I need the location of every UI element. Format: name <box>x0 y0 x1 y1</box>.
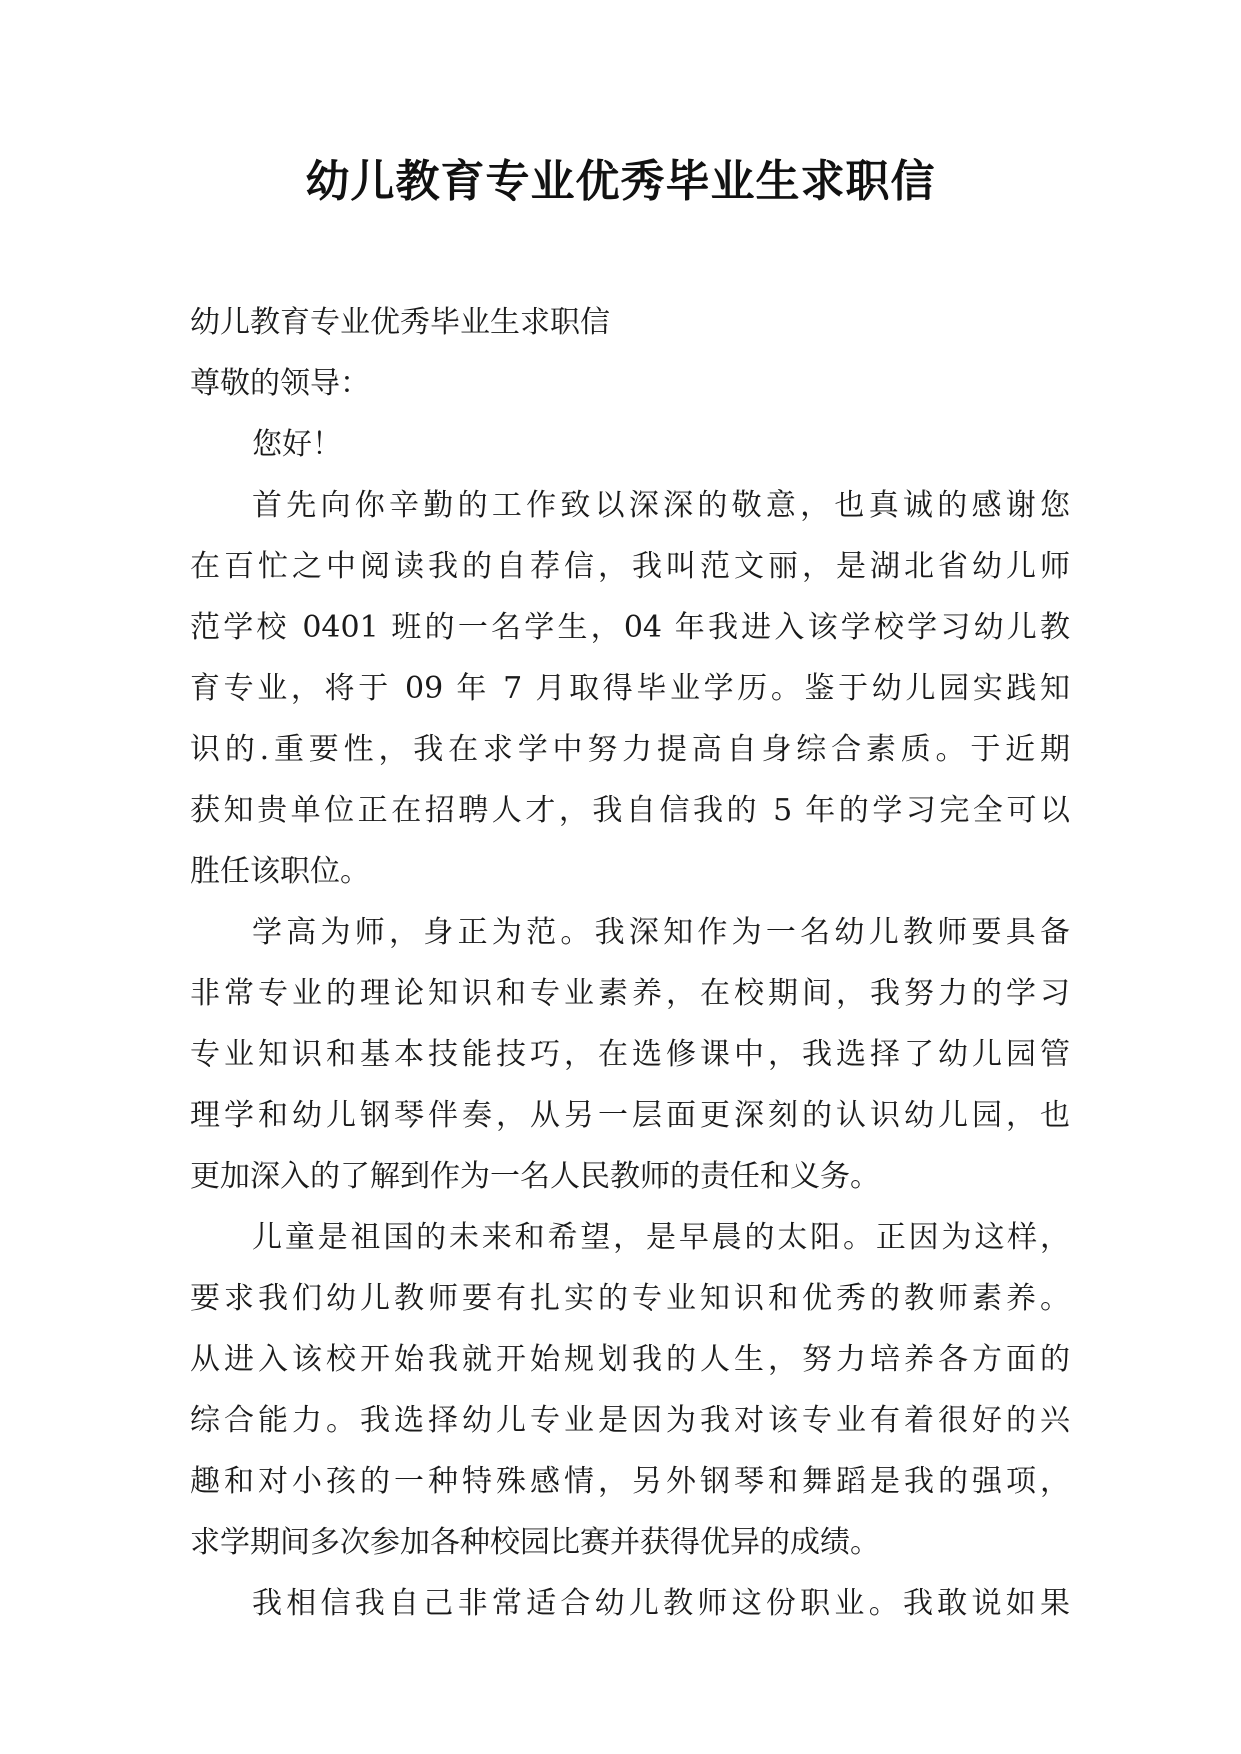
letter-body <box>190 292 1070 1634</box>
paragraph-line: 育专业，将于 09 年 7 月取得毕业学历。鉴于幼儿园实践知 <box>190 671 1070 706</box>
paragraph-line: 首先向你辛勤的工作致以深深的敬意，也真诚的感谢您 <box>252 488 1070 523</box>
paragraph-line: 求学期间多次参加各种校园比赛并获得优异的成绩。 <box>190 1525 880 1560</box>
document-title: 幼儿教育专业优秀毕业生求职信 <box>305 156 936 207</box>
paragraph-line: 综合能力。我选择幼儿专业是因为我对该专业有着很好的兴 <box>190 1403 1070 1438</box>
paragraph-line: 儿童是祖国的未来和希望，是早晨的太阳。正因为这样， <box>252 1220 1070 1255</box>
greeting-line: 您好！ <box>252 427 342 462</box>
paragraph-line: 更加深入的了解到作为一名人民教师的责任和义务。 <box>190 1159 880 1194</box>
paragraph-line: 理学和幼儿钢琴伴奏，从另一层面更深刻的认识幼儿园，也 <box>190 1098 1070 1133</box>
paragraph-line: 非常专业的理论知识和专业素养，在校期间，我努力的学习 <box>190 976 1070 1011</box>
paragraph-line: 在百忙之中阅读我的自荐信，我叫范文丽，是湖北省幼儿师 <box>190 549 1070 584</box>
salutation-line: 尊敬的领导： <box>190 366 370 401</box>
paragraph-line: 趣和对小孩的一种特殊感情，另外钢琴和舞蹈是我的强项， <box>190 1464 1070 1499</box>
paragraph-line: 识的.重要性，我在求学中努力提高自身综合素质。于近期 <box>190 732 1070 767</box>
paragraph-line: 专业知识和基本技能技巧，在选修课中，我选择了幼儿园管 <box>190 1037 1070 1072</box>
paragraph-line: 学高为师，身正为范。我深知作为一名幼儿教师要具备 <box>252 915 1070 950</box>
paragraph-line: 我相信我自己非常适合幼儿教师这份职业。我敢说如果 <box>252 1586 1070 1621</box>
paragraph-line: 从进入该校开始我就开始规划我的人生，努力培养各方面的 <box>190 1342 1070 1377</box>
paragraph-line: 获知贵单位正在招聘人才，我自信我的 5 年的学习完全可以 <box>190 793 1070 828</box>
paragraph-line: 要求我们幼儿教师要有扎实的专业知识和优秀的教师素养。 <box>190 1281 1070 1316</box>
paragraph-line: 胜任该职位。 <box>190 854 370 889</box>
letter-heading-line: 幼儿教育专业优秀毕业生求职信 <box>190 305 610 340</box>
paragraph-line: 范学校 0401 班的一名学生，04 年我进入该学校学习幼儿教 <box>190 610 1070 645</box>
